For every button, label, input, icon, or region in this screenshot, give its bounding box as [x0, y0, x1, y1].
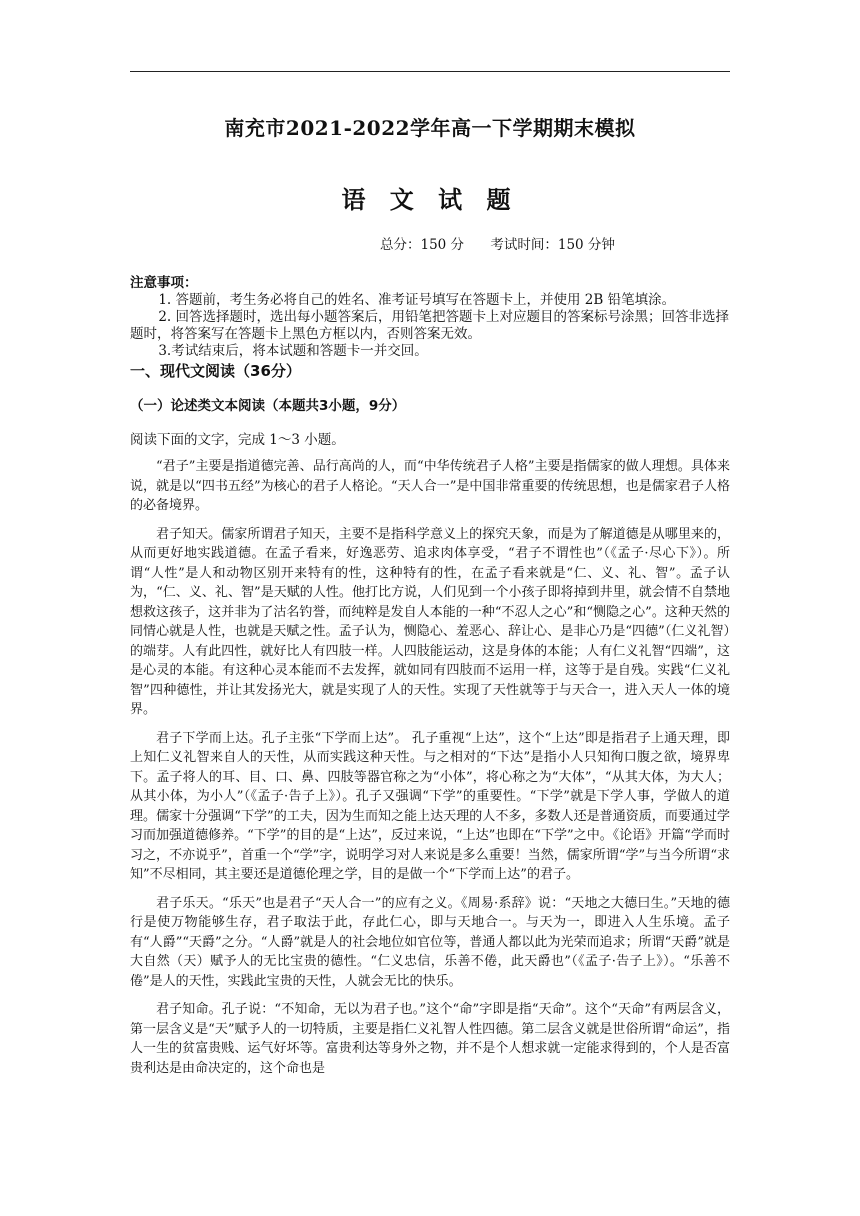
- passage-paragraph: “君子”主要是指道德完善、品行高尚的人，而“中华传统君子人格”主要是指儒家的做人理想。具体来说，就是以“四书五经”为核心的君子人格论。“天人合一”是中国非常重要的传统思想，也是儒家君子人格的必备境界。: [130, 459, 730, 513]
- passage-paragraph: 君子知天。儒家所谓君子知天，主要不是指科学意义上的探究天象，而是为了解道德是从哪里来的，从而更好地实践道德。在孟子看来，好逸恶劳、追求肉体享受，“君子不谓性也”（《孟子·尽心下》）。所谓“人性”是人和动物区别开来特有的性，这种特有的性，在孟子看来就是“仁、义、礼、智”。孟子认为，“仁、义、礼、智”是天赋的人性。他打比方说，人们见到一个小孩子即将掉到井里，就会情不自禁地想救这孩子，这并非为了沽名钓誉，而纯粹是发自人本能的一种“不忍人之心”和“恻隐之心”。这种天然的同情心就是人性，也就是天赋之性。孟子认为，恻隐心、羞恶心、辞让心、是非心乃是“四德”（仁义礼智）的端芽。人有此四性，就好比人有四肢一样。人四肢能运动，这是身体的本能；人有仁义礼智“四端”，这是心灵的本能。有这种心灵本能而不去发挥，就如同有四肢而不运用一样，这等于是自残。实践“仁义礼智”四种德性，并让其发扬光大，就是实现了人的天性。实现了天性就等于与天合一，进入天人一体的境界。: [130, 526, 730, 717]
- exam-meta: [380, 233, 637, 253]
- passage-paragraph: 君子知命。孔子说：“不知命，无以为君子也。”这个“命”字即是指“天命”。这个“天命”有两层含义，第一层含义是“天”赋予人的一切特质，主要是指仁义礼智人性四德。第二层含义就是世俗所谓“命运”，指人一生的贫富贵贱、运气好坏等。富贵利达等身外之物，并不是个人想求就一定能求得到的，个人是否富贵利达是由命决定的，这个命也是: [130, 1002, 730, 1076]
- reading-passage: [130, 457, 730, 1087]
- notice-item: 3.考试结束后，将本试题和答题卡一并交回。: [158, 343, 428, 359]
- notice-item: 1. 答题前，考生务必将自己的姓名、准考证号填写在答题卡上，并使用 2B 铅笔填涂。: [158, 292, 676, 308]
- subject-title: 语 文 试 题: [341, 185, 519, 214]
- reading-instruction: 阅读下面的文字，完成 1～3 小题。: [130, 432, 345, 448]
- exam-title: 南充市2021-2022学年高一下学期期末模拟: [224, 116, 636, 140]
- subsection-heading: （一）论述类文本阅读（本题共3小题，9分）: [130, 398, 406, 414]
- notice-block: [130, 275, 730, 360]
- notice-title: 注意事项：: [130, 275, 198, 291]
- exam-time: 考试时间：150 分钟: [490, 237, 615, 253]
- passage-paragraph: 君子下学而上达。孔子主张“下学而上达”。 孔子重视“上达”，这个“上达”即是指君子上通天理，即上知仁义礼智来自人的天性，从而实践这种天性。与之相对的“下达”是指小人只知徇口腹之欲，境界卑下。孟子将人的耳、目、口、鼻、四肢等器官称之为“小体”，将心称之为“大体”，“从其大体，为大人；从其小体，为小人”（《孟子·告子上》）。孔子又强调“下学”的重要性。“下学”就是下学人事，学做人的道理。儒家十分强调“下学”的工夫，因为生而知之能上达天理的人不多，多数人还是普通资质，而要通过学习而加强道德修养。“下学”的目的是“上达”，反过来说，“上达”也即在“下学”之中。《论语》开篇“学而时习之，不亦说乎”，首重一个“学”字，说明学习对人来说是多么重要！当然，儒家所谓“学”与当今所谓“求知”不尽相同，其主要还是道德伦理之学，目的是做一个“下学而上达”的君子。: [130, 730, 730, 882]
- section-heading: 一、现代文阅读（36分）: [130, 362, 301, 380]
- notice-item: 2. 回答选择题时，选出每小题答案后，用铅笔把答题卡上对应题目的答案标号涂黑；回答非选择题时，将答案写在答题卡上黑色方框以内，否则答案无效。: [130, 309, 730, 342]
- total-score: 总分：150 分: [380, 237, 465, 253]
- header-rule: [130, 71, 730, 72]
- passage-paragraph: 君子乐天。“乐天”也是君子“天人合一”的应有之义。《周易·系辞》说：“天地之大德曰生。”天地的德行是使万物能够生存，君子取法于此，存此仁心，即与天地合一。与天为一，即进入人生乐境。孟子有“人爵”“天爵”之分。“人爵”就是人的社会地位如官位等，普通人都以此为光荣而追求；所谓“天爵”就是大自然（天）赋予人的无比宝贵的德性。“仁义忠信，乐善不倦，此天爵也”（《孟子·告子上》）。“乐善不倦”是人的天性，实践此宝贵的天性，人就会无比的快乐。: [130, 895, 730, 989]
